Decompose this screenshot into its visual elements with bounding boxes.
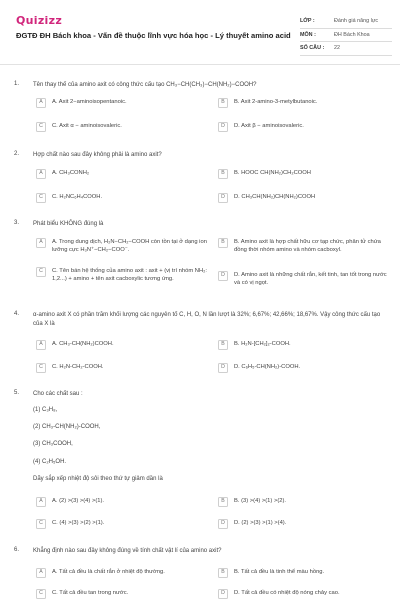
option-letter-box: C xyxy=(36,193,46,203)
option-text: B. Axit 2-amino-3-metylbutanoic. xyxy=(234,99,318,105)
option-text: C. Tên bán hệ thống của amino axit : axit + (vị trí nhóm NH₂: 1,2...) + amino + tên axit cacboxylic tương ứng. xyxy=(52,268,208,282)
option-text: D. (2) >(3) >(1) >(4). xyxy=(234,520,287,526)
option-text: D. C₆H₅-CH(NH₂)-COOH. xyxy=(234,364,301,370)
list-item: (1) C₃H₈, xyxy=(33,407,58,413)
option-text: B. (3) >(4) >(1) >(2). xyxy=(234,498,287,504)
option-text: C. Tất cả đều tan trong nước. xyxy=(52,590,129,596)
option-c[interactable] xyxy=(36,590,212,599)
option-letter-box: D xyxy=(218,271,228,281)
question-number: 4. xyxy=(14,311,20,317)
worksheet-title: ĐGTĐ ĐH Bách khoa - Vấn đề thuộc lĩnh vực hóa học - Lý thuyết amino acid xyxy=(16,31,291,40)
option-letter-box: A xyxy=(36,238,46,248)
option-letter-box: C xyxy=(36,267,46,277)
option-c[interactable] xyxy=(36,123,206,132)
option-letter-box: C xyxy=(36,122,46,132)
option-letter-box: B xyxy=(218,340,228,350)
option-a[interactable] xyxy=(36,170,206,179)
meta-row-count xyxy=(300,42,392,56)
option-letter-box: C xyxy=(36,363,46,373)
option-b[interactable] xyxy=(218,170,386,179)
option-text: D. Amino axit là những chất rắn, kết tinh, tan tốt trong nước và có vị ngọt. xyxy=(234,272,387,286)
option-text: B. HOOC CH(NH₂)CH₂COOH xyxy=(234,170,311,176)
meta-key: LỚP : xyxy=(300,18,315,25)
option-c[interactable] xyxy=(36,194,206,203)
meta-key: MÔN : xyxy=(300,31,316,38)
question-number: 2. xyxy=(14,151,20,157)
worksheet-meta xyxy=(300,15,392,56)
meta-value: 22 xyxy=(334,45,340,52)
option-text: C. (4) >(3) >(2) >(1). xyxy=(52,520,105,526)
option-letter-box: A xyxy=(36,340,46,350)
option-text: A. Axit 2−aminoisopentanoic. xyxy=(52,99,127,105)
list-item: (3) CH₃COOH, xyxy=(33,441,73,447)
question-prompt: Dãy sắp xếp nhiệt độ sôi theo thứ tự giảm dần là xyxy=(33,476,163,482)
meta-key: SỐ CÂU : xyxy=(300,45,325,52)
option-letter-box: D xyxy=(218,519,228,529)
option-b[interactable] xyxy=(218,341,386,350)
list-item: (4) C₂H₅OH. xyxy=(33,459,67,465)
option-letter-box: D xyxy=(218,589,228,599)
option-b[interactable] xyxy=(218,239,390,255)
option-text: A. Trong dung dịch, H₂N−CH₂−COOH còn tồn tại ở dạng ion lưỡng cực H₃N⁺−CH₂−COO⁻. xyxy=(52,239,207,253)
option-letter-box: A xyxy=(36,568,46,578)
option-letter-box: D xyxy=(218,363,228,373)
option-letter-box: B xyxy=(218,497,228,507)
option-text: D. Tất cả đều có nhiệt độ nóng chảy cao. xyxy=(234,590,340,596)
question-stem: Hợp chất nào sau đây không phải là amino axit? xyxy=(33,152,162,158)
question-stem: α-amino axit X có phần trăm khối lượng các nguyên tố C, H, O, N lần lượt là 32%; 6,67%; 42,66%; 18,67%. Vậy công thức cấu tạo của X là xyxy=(33,312,381,327)
question-number: 1. xyxy=(14,81,20,87)
header-divider xyxy=(0,64,400,65)
option-d[interactable] xyxy=(218,520,386,529)
option-text: C. H₂NC₆H₄COOH. xyxy=(52,194,103,200)
option-text: B. H₂N-[CH₂]₂-COOH. xyxy=(234,341,291,347)
option-a[interactable] xyxy=(36,239,212,255)
question-number: 6. xyxy=(14,547,20,553)
option-text: D. Axit β − aminoisovaleric. xyxy=(234,123,304,129)
option-text: A. CH₃CONH₂ xyxy=(52,170,90,176)
option-b[interactable] xyxy=(218,498,386,507)
list-item: (2) CH₃-CH(NH₂)-COOH, xyxy=(33,424,101,430)
option-c[interactable] xyxy=(36,268,212,284)
option-b[interactable] xyxy=(218,99,386,108)
option-d[interactable] xyxy=(218,272,390,288)
option-a[interactable] xyxy=(36,341,206,350)
option-d[interactable] xyxy=(218,590,390,599)
option-letter-box: D xyxy=(218,122,228,132)
option-c[interactable] xyxy=(36,364,206,373)
quizizz-logo: Quizizz xyxy=(16,14,63,27)
option-text: A. Tất cả đều là chất rắn ở nhiệt độ thường. xyxy=(52,569,165,575)
option-text: A. CH₃-CH(NH₂)COOH. xyxy=(52,341,114,347)
option-d[interactable] xyxy=(218,364,386,373)
option-a[interactable] xyxy=(36,99,206,108)
option-d[interactable] xyxy=(218,194,386,203)
option-d[interactable] xyxy=(218,123,386,132)
option-letter-box: B xyxy=(218,98,228,108)
question-stem: Khẳng định nào sau đây không đúng về tính chất vật lí của amino axit? xyxy=(33,548,222,554)
option-letter-box: A xyxy=(36,497,46,507)
question-stem: Tên thay thế của amino axit có công thức cấu tạo CH₃−CH(CH₃)−CH(NH₂)−COOH? xyxy=(33,82,257,88)
option-letter-box: D xyxy=(218,193,228,203)
option-text: B. Amino axit là hợp chất hữu cơ tạp chức, phân tử chứa đồng thời nhóm amino và nhóm cacboxyl. xyxy=(234,239,381,253)
option-letter-box: B xyxy=(218,169,228,179)
meta-row-subject xyxy=(300,29,392,43)
option-a[interactable] xyxy=(36,569,212,578)
question-number: 3. xyxy=(14,220,20,226)
option-text: C. H₂N-CH₂-COOH. xyxy=(52,364,104,370)
option-c[interactable] xyxy=(36,520,206,529)
question-stem: Cho các chất sau : xyxy=(33,391,83,397)
option-letter-box: B xyxy=(218,568,228,578)
question-stem: Phát biểu KHÔNG đúng là xyxy=(33,221,104,227)
option-letter-box: A xyxy=(36,169,46,179)
option-text: B. Tất cả đều là tinh thể màu hồng. xyxy=(234,569,325,575)
option-letter-box: B xyxy=(218,238,228,248)
option-a[interactable] xyxy=(36,498,206,507)
option-text: A. (2) >(3) >(4) >(1). xyxy=(52,498,105,504)
option-text: C. Axit α − aminoisovaleric. xyxy=(52,123,122,129)
option-letter-box: C xyxy=(36,589,46,599)
meta-row-class xyxy=(300,15,392,29)
option-text: D. CH₃CH(NH₂)CH(NH₂)COOH xyxy=(234,194,316,200)
meta-value: Đánh giá năng lực xyxy=(334,18,379,25)
option-letter-box: A xyxy=(36,98,46,108)
meta-value: ĐH Bách Khoa xyxy=(334,31,370,38)
option-b[interactable] xyxy=(218,569,390,578)
option-letter-box: C xyxy=(36,519,46,529)
question-number: 5. xyxy=(14,390,20,396)
